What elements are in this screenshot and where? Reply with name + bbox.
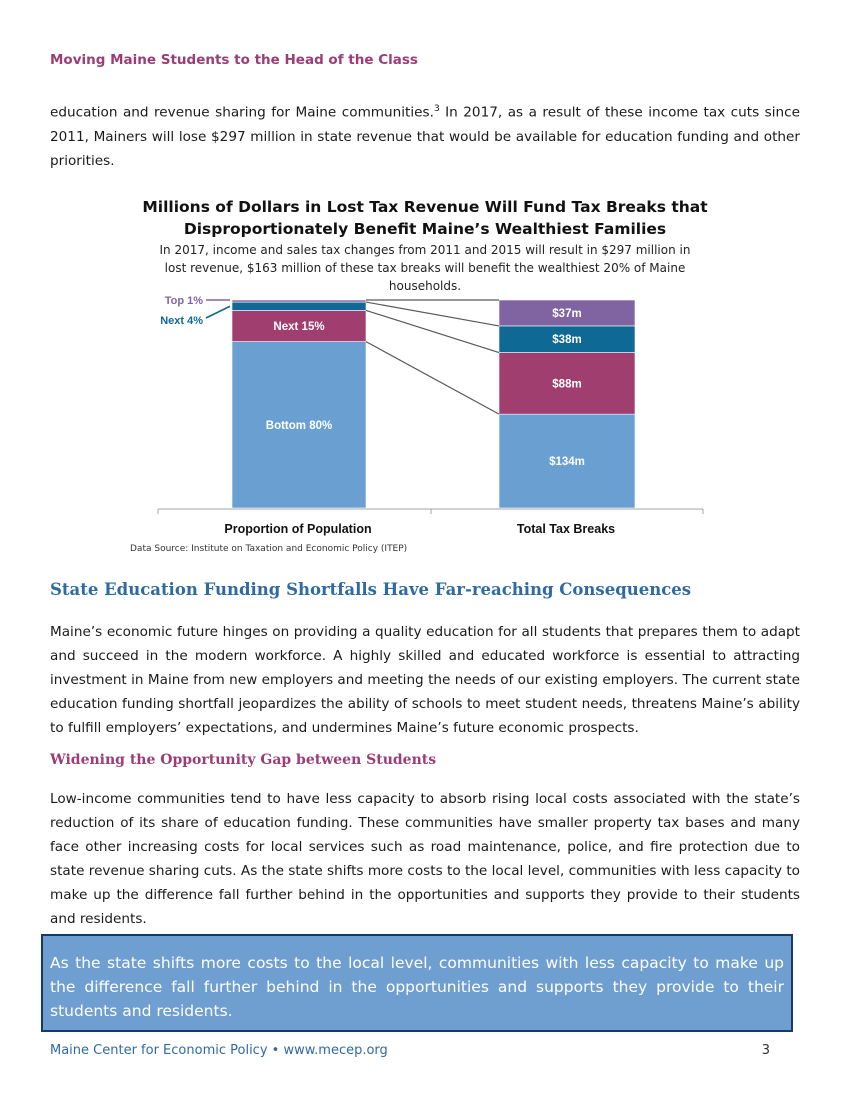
bar-segment-population-next-4- <box>232 302 366 310</box>
subsection-paragraph: Low-income communities tend to have less capacity to absorb rising local costs associated with the state’s reduction of its share of education funding. These communities have smaller property tax bases and many face other increasing costs for local services such as road maintenance, police, and fire protection due to state revenue sharing cuts. As the state shifts more costs to the local level, communities with less capacity to make up the difference fall further behind in the opportunities and supports they provide to their students and residents. <box>50 791 800 927</box>
pull-quote-text: As the state shifts more costs to the local level, communities with less capacity to make up the difference fall further behind in the opportunities and supports they provide to their students and residents. <box>50 954 784 1020</box>
data-label-tax-breaks-top-1-: $37m <box>552 307 582 320</box>
intro-text-2: In 2017, as a result of these income tax cuts since 2011, Mainers will lose $297 million in state revenue that would be available for education funding and other priorities. <box>50 104 800 169</box>
footer-org: Maine Center for Economic Policy • www.mecep.org <box>50 1043 388 1058</box>
chart-title-line2: Disproportionately Benefit Maine’s Wealthiest Families <box>183 220 667 238</box>
section-paragraph: Maine’s economic future hinges on providing a quality education for all students that prepares them to adapt and succeed in the modern workforce. A highly skilled and educated workforce is essential to attracting investment in Maine from new employers and meeting the needs of our existing employers. The current state education funding shortfall jeopardizes the ability of schools to meet student needs, threatens Maine’s ability to fulfill employers’ expectations, and undermines Maine’s future economic prospects. <box>50 624 800 736</box>
subsection-heading: Widening the Opportunity Gap between Students <box>50 752 437 768</box>
data-label-population-next-15-: Next 15% <box>273 321 325 333</box>
category-label-1: Total Tax Breaks <box>516 522 616 536</box>
legend-callout-top-1: Top 1% <box>164 295 203 307</box>
chart-subtitle: In 2017, income and sales tax changes from 2011 and 2015 will result in $297 million in lost revenue, $163 million of these tax breaks will benefit the wealthiest 20% of Maine households. <box>159 243 691 293</box>
category-label-0: Proportion of Population <box>224 522 372 536</box>
connector-line-3 <box>366 302 499 326</box>
chart-title-line1: Millions of Dollars in Lost Tax Revenue Will Fund Tax Breaks that <box>142 198 708 216</box>
chart-source: Data Source: Institute on Taxation and Economic Policy (ITEP) <box>130 544 408 554</box>
connector-line-1 <box>366 342 499 415</box>
intro-text-1: education and revenue sharing for Maine communities. <box>50 104 434 121</box>
callout-leader-next-4 <box>206 306 230 318</box>
running-header: Moving Maine Students to the Head of the Class <box>50 52 418 68</box>
data-label-tax-breaks-next-4-: $38m <box>552 334 582 347</box>
connector-line-2 <box>366 310 499 352</box>
pull-quote-box <box>41 934 793 1032</box>
section-heading: State Education Funding Shortfalls Have Far-reaching Consequences <box>50 580 692 599</box>
page-number: 3 <box>761 1043 770 1058</box>
footnote-marker: 3 <box>433 104 440 114</box>
data-label-tax-breaks-next-15-: $88m <box>552 378 582 391</box>
bar-segment-population-top-1- <box>232 300 366 302</box>
data-label-tax-breaks-bottom-80-: $134m <box>549 456 585 469</box>
data-label-population-bottom-80-: Bottom 80% <box>265 419 333 432</box>
legend-callout-next-4: Next 4% <box>160 315 203 327</box>
